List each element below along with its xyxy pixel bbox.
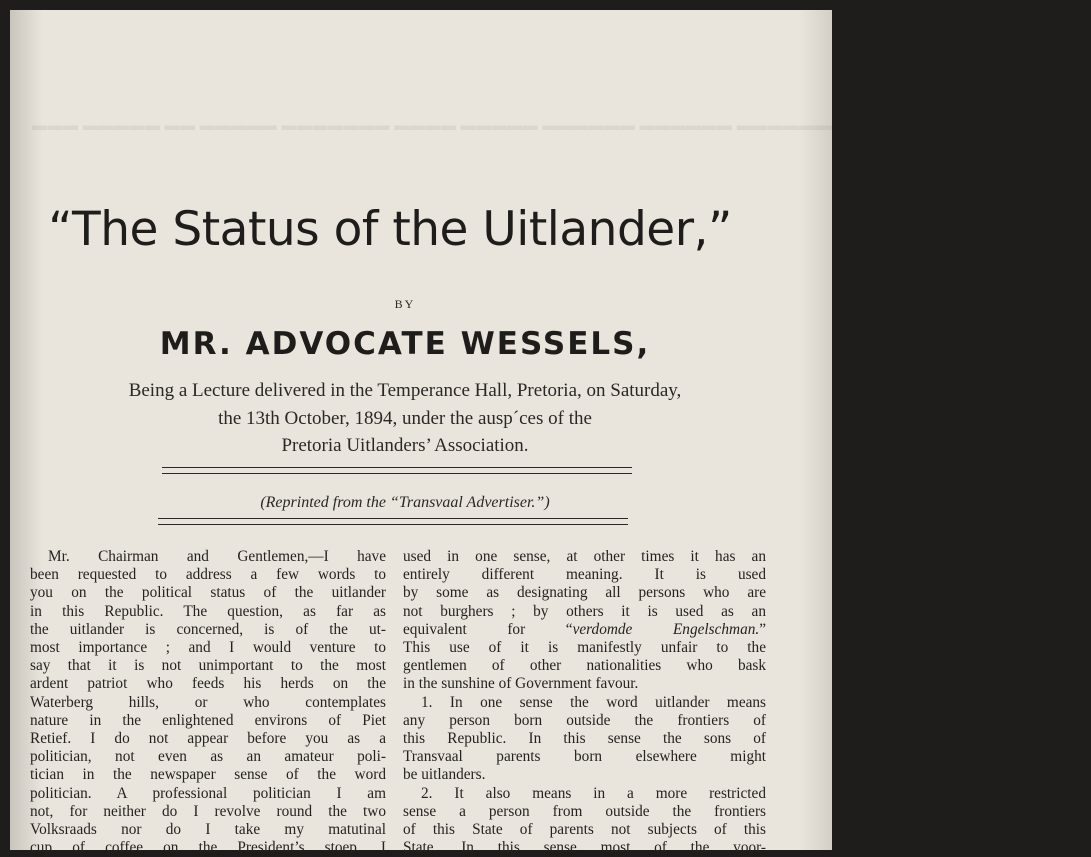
text-line: sense a person from outside the frontiers (403, 802, 766, 820)
text-line: State. In this sense most of the voor- (403, 839, 766, 857)
show-through-texture: ▬▬▬ ▬▬▬▬▬ ▬▬ ▬▬▬▬▬ ▬▬▬▬▬▬▬ ▬▬▬▬ ▬▬▬▬▬ ▬▬▬▬▬▬ ▬▬▬▬▬▬ ▬▬▬▬▬▬▬ ▬▬▬ ▬▬▬▬▬▬▬▬ ▬▬▬▬ (32, 118, 1091, 134)
divider-rule-top-2 (162, 473, 632, 474)
text-line: politician, not even as an amateur poli- (30, 748, 386, 766)
text-line: in this Republic. The question, as far as (30, 602, 386, 620)
divider-rule-bottom-2 (158, 524, 628, 525)
text-line: This use of it is manifestly unfair to the (403, 639, 766, 657)
italic-phrase: verdomde Engelschman. (572, 620, 760, 638)
body-column-left (30, 548, 386, 857)
text-line: in the sunshine of Government favour. (403, 675, 639, 693)
text-line: 1. In one sense the word uitlander means (421, 693, 766, 711)
text-line: Waterberg hills, or who contemplates (30, 693, 386, 711)
subtitle-line-3: Pretoria Uitlanders’ Association. (281, 435, 529, 456)
text-line: Transvaal parents born elsewhere might (403, 748, 766, 766)
text-line: been requested to address a few words to (30, 566, 386, 584)
text-line: 2. It also means in a more restricted (421, 784, 766, 802)
article-title: “The Status of the Uitlander,” (48, 202, 732, 257)
text-line: gentlemen of other nationalities who bask (403, 657, 766, 675)
text-line: cup of coffee on the President’s stoep. I (30, 839, 386, 857)
document-page (10, 10, 1091, 857)
text-line: Retief. I do not appear before you as a (30, 730, 386, 748)
text-line: nature in the enlightened environs of Piet (30, 711, 386, 729)
body-column-right (403, 548, 766, 857)
subtitle-line-2: the 13th October, 1894, under the ausp´ces of the (218, 408, 592, 429)
text-line: say that it is not unimportant to the most (30, 657, 386, 675)
text-line: ardent patriot who feeds his herds on the (30, 675, 386, 693)
divider-rule-top-1 (162, 467, 632, 468)
subtitle-line-1: Being a Lecture delivered in the Temperance Hall, Pretoria, on Saturday, (128, 380, 682, 401)
text-line: the uitlander is concerned, is of the ut- (30, 620, 386, 638)
author-prefix: MR. (159, 326, 233, 362)
byline-by: BY (394, 297, 416, 311)
author-name (10, 326, 800, 362)
text-line: by some as designating all persons who are (403, 584, 766, 602)
text-line: you on the political status of the uitlander (30, 584, 386, 602)
text-line: this Republic. In this sense the sons of (403, 730, 766, 748)
text-line: not burghers ; by others it is used as an (403, 602, 766, 620)
text-line: used in one sense, at other times it has an (403, 548, 766, 565)
text-line: Mr. Chairman and Gentlemen,—I have (48, 548, 386, 565)
text-line: not, for neither do I revolve round the two (30, 802, 386, 820)
text-line: tician in the newspaper sense of the word (30, 766, 386, 784)
text-line: politician. A professional politician I am (30, 784, 386, 802)
text-line: Volksraads nor do I take my matutinal (30, 821, 386, 839)
text-line: of this State of parents not subjects of this (403, 821, 766, 839)
text-line: entirely different meaning. It is used (403, 566, 766, 584)
reprint-note: (Reprinted from the “Transvaal Advertiser.”) (260, 494, 550, 511)
text-line: most importance ; and I would venture to (30, 639, 386, 657)
author-surname: ADVOCATE WESSELS, (245, 326, 651, 362)
text-line: be uitlanders. (403, 766, 486, 784)
text-line: any person born outside the frontiers of (403, 711, 766, 729)
text-line: equivalent for “verdomde Engelschman.” (403, 620, 766, 638)
divider-rule-bottom-1 (158, 518, 628, 519)
